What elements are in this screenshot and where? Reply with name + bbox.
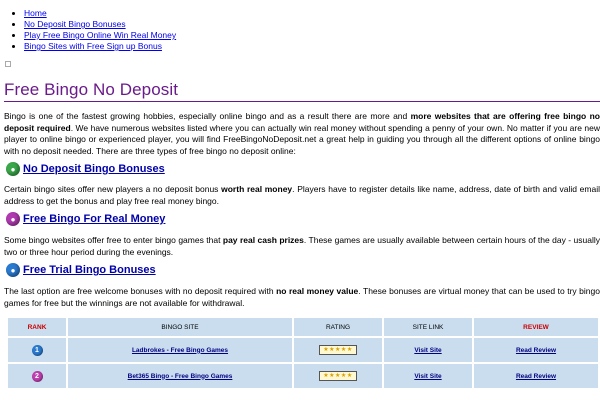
column-header-link: SITE LINK — [384, 318, 472, 336]
nav-item — [24, 30, 176, 41]
rank-cell — [8, 364, 66, 388]
nav-link-free-signup-bonus[interactable]: Bingo Sites with Free Sign up Bonus — [24, 41, 162, 51]
bingo-ball-icon: ● — [6, 212, 20, 226]
nav-item — [24, 19, 176, 30]
section-paragraph-real-money: Some bingo websites offer free to enter bingo games that pay real cash prizes. These games are usually available between certain hours of the day - usually two or three hour period during the evenings. — [4, 235, 600, 257]
site-link[interactable]: Ladbrokes - Free Bingo Games — [131, 346, 229, 354]
nav-item — [24, 41, 176, 52]
site-link[interactable]: Bet365 Bingo - Free Bingo Games — [127, 372, 233, 380]
star-rating-icon: ★★★★★ — [319, 371, 356, 381]
bingo-ball-icon: ● — [6, 263, 20, 277]
rating-cell — [294, 364, 382, 388]
star-rating-icon: ★★★★★ — [319, 345, 356, 355]
visit-site-link[interactable]: Visit Site — [414, 346, 442, 354]
bingo-sites-table — [6, 316, 600, 390]
section-link-free-trial[interactable]: Free Trial Bingo Bonuses — [23, 264, 156, 276]
table-header-row — [8, 318, 598, 336]
top-nav-list — [0, 8, 176, 52]
site-cell — [68, 364, 292, 388]
section-link-real-money[interactable]: Free Bingo For Real Money — [23, 213, 166, 225]
read-review-link[interactable]: Read Review — [515, 346, 557, 354]
section-link-no-deposit[interactable]: No Deposit Bingo Bonuses — [23, 163, 165, 175]
section-paragraph-free-trial: The last option are free welcome bonuses with no deposit required with no real money value. These bonuses are virtual money that can be used to try bingo games for free but the winnings are not available for withdrawal. — [4, 286, 600, 308]
visit-site-link[interactable]: Visit Site — [414, 372, 442, 380]
nav-item — [24, 8, 176, 19]
rank-cell — [8, 338, 66, 362]
review-cell — [474, 364, 598, 388]
link-cell — [384, 364, 472, 388]
broken-image-icon — [5, 61, 11, 67]
table-row — [8, 338, 598, 362]
bingo-ball-icon: ● — [6, 162, 20, 176]
rating-cell — [294, 338, 382, 362]
rank-ball-icon: 2 — [32, 371, 43, 382]
nav-link-home[interactable]: Home — [24, 8, 47, 18]
section-heading-real-money — [6, 211, 165, 227]
title-divider — [4, 101, 600, 102]
link-cell — [384, 338, 472, 362]
section-heading-no-deposit — [6, 161, 165, 177]
page-title: Free Bingo No Deposit — [4, 80, 179, 99]
section-heading-free-trial — [6, 262, 156, 278]
rank-ball-icon: 1 — [32, 345, 43, 356]
section-paragraph-no-deposit: Certain bingo sites offer new players a no deposit bonus worth real money. Players have to register details like name, address, date of birth and valid email address to get the bonus and play free real money bingo. — [4, 184, 600, 206]
intro-paragraph: Bingo is one of the fastest growing hobbies, especially online bingo and as a result there are more and more websites that are offering free bingo no deposit required. We have numerous websites listed where you can actually win real money without spending a penny of your own. No matter if you are new player to online bingo or experienced player, you will find FreeBingoNoDeposit.net a great help in guiding you through all the different options of online bingo with no deposit needed. There are three types of free bingo no deposit online: — [4, 111, 600, 156]
column-header-rating: RATING — [294, 318, 382, 336]
nav-link-play-free-bingo[interactable]: Play Free Bingo Online Win Real Money — [24, 30, 177, 40]
read-review-link[interactable]: Read Review — [515, 372, 557, 380]
column-header-site: BINGO SITE — [68, 318, 292, 336]
column-header-review: REVIEW — [474, 318, 598, 336]
column-header-rank: RANK — [8, 318, 66, 336]
nav-link-no-deposit-bonuses[interactable]: No Deposit Bingo Bonuses — [24, 19, 126, 29]
review-cell — [474, 338, 598, 362]
table-row — [8, 364, 598, 388]
site-cell — [68, 338, 292, 362]
